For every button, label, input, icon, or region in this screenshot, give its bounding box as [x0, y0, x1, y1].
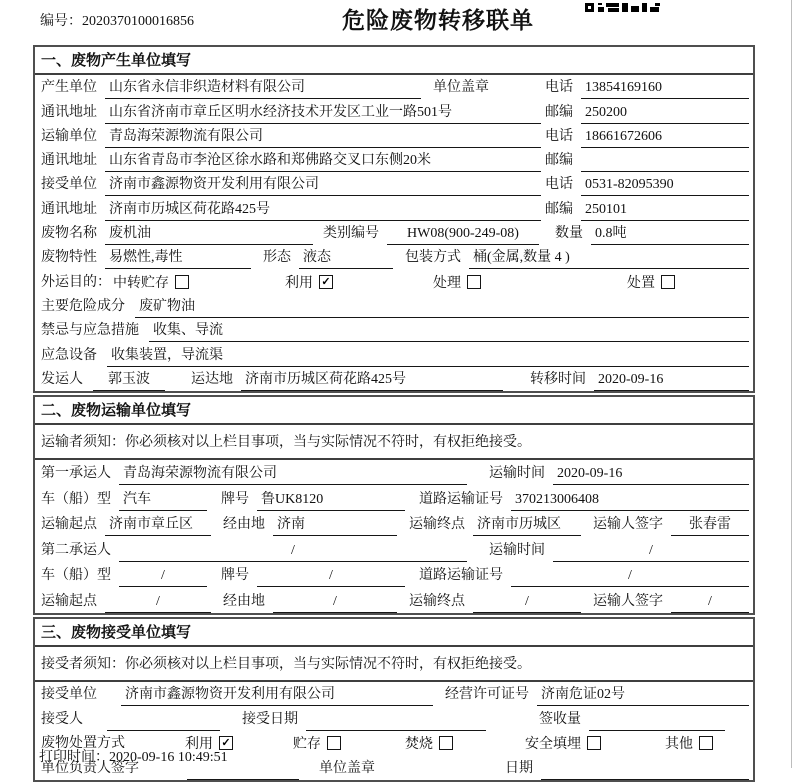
option-dispose — [627, 272, 675, 294]
utilize-label: 利用 — [285, 275, 313, 291]
responsible-sign-label: 单位负责人签字 — [41, 760, 139, 776]
transporter-phone-label: 电话 — [545, 128, 573, 144]
producer-phone-value: 13854169160 — [581, 80, 749, 99]
section-producer-title: 一、废物产生单位填写 — [35, 47, 753, 75]
row-receiver-address — [35, 196, 753, 220]
transporter-label: 运输单位 — [41, 128, 97, 144]
plate-value-1: 鲁UK8120 — [257, 488, 405, 511]
plate-label-1: 牌号 — [221, 491, 249, 507]
plate-value-2: / — [257, 568, 405, 587]
vehicle-type-label-2: 车（船）型 — [41, 568, 111, 584]
section-producer — [33, 45, 755, 393]
vehicle-type-value-1: 汽车 — [119, 488, 207, 511]
carrier-sign-value-1: 张春雷 — [671, 513, 749, 536]
receiver-address-value: 济南市历城区荷花路425号 — [105, 198, 541, 221]
signed-qty-label: 签收量 — [539, 711, 581, 727]
sign-date-label: 日期 — [505, 760, 533, 776]
waste-name-value: 废机油 — [105, 222, 313, 245]
route-via-value-1: 济南 — [273, 513, 397, 536]
row-receiver — [35, 172, 753, 196]
accept-date-value — [306, 728, 486, 731]
taboo-measures-value: 收集、导流 — [149, 319, 749, 342]
second-carrier-label: 第二承运人 — [41, 542, 111, 558]
seal-label: 单位盖章 — [433, 80, 489, 96]
waste-qty-value: 0.8吨 — [591, 222, 749, 245]
road-cert-label-2: 道路运输证号 — [419, 568, 503, 584]
vehicle-type-label-1: 车（船）型 — [41, 491, 111, 507]
row-dispatcher — [35, 367, 753, 391]
serial-label: 编号： — [40, 14, 82, 29]
emergency-equipment-value: 收集装置，导流渠 — [107, 344, 749, 367]
transfer-time-label: 转移时间 — [530, 371, 586, 387]
transporter-zip-label: 邮编 — [545, 153, 573, 169]
section-receiver-title: 三、废物接受单位填写 — [35, 619, 753, 647]
license-label: 经营许可证号 — [445, 687, 529, 703]
print-time-value: 2020-09-16 10:49:51 — [109, 750, 228, 765]
waste-character-label: 废物特性 — [41, 250, 97, 266]
dispose-label: 处置 — [627, 275, 655, 291]
route-end-value-1: 济南市历城区 — [473, 513, 581, 536]
receiver-phone-value: 0531-82095390 — [581, 177, 749, 196]
second-carrier-time-label: 运输时间 — [489, 542, 545, 558]
disposal-method-label: 废物处置方式 — [41, 736, 125, 752]
route-end-label-1: 运输终点 — [409, 517, 465, 533]
transporter-phone-value: 18661672606 — [581, 129, 749, 148]
page-edge-line — [791, 0, 792, 768]
row-second-carrier — [35, 536, 753, 562]
disposal-utilize-label: 利用 — [185, 737, 213, 753]
transporter-notice: 运输者须知：你必须核对以上栏目事项，当与实际情况不符时，有权拒绝接受。 — [35, 425, 753, 460]
second-carrier-value: / — [119, 543, 467, 562]
receiver-notice: 接受者须知：你必须核对以上栏目事项，当与实际情况不符时，有权拒绝接受。 — [35, 647, 753, 682]
waste-code-label: 类别编号 — [323, 226, 379, 242]
producer-zip-value: 250200 — [581, 105, 749, 124]
receiver-value: 济南市鑫源物资开发利用有限公司 — [105, 173, 541, 196]
packing-label: 包装方式 — [405, 250, 461, 266]
waste-code-value: HW08(900-249-08) — [387, 226, 539, 245]
transporter-zip-value — [581, 169, 749, 172]
receiver-phone-label: 电话 — [545, 177, 573, 193]
checkbox-disposal-utilize[interactable]: ✓ — [219, 736, 233, 750]
road-cert-label-1: 道路运输证号 — [419, 491, 503, 507]
accept-unit-label: 接受单位 — [41, 687, 97, 703]
first-carrier-value: 青岛海荣源物流有限公司 — [119, 462, 467, 485]
destination-value: 济南市历城区荷花路425号 — [241, 368, 503, 391]
option-utilize — [285, 272, 333, 294]
accept-unit-value: 济南市鑫源物资开发利用有限公司 — [121, 683, 433, 706]
route-start-label-2: 运输起点 — [41, 593, 97, 609]
row-transporter-address — [35, 148, 753, 172]
checkbox-transfer-storage[interactable] — [175, 275, 189, 289]
responsible-sign-value — [187, 777, 299, 780]
checkbox-treat[interactable] — [467, 275, 481, 289]
option-disposal-incinerate — [405, 733, 453, 755]
producer-label: 产生单位 — [41, 80, 97, 96]
receiver-zip-label: 邮编 — [545, 201, 573, 217]
plate-label-2: 牌号 — [221, 568, 249, 584]
producer-phone-label: 电话 — [545, 80, 573, 96]
taboo-measures-label: 禁忌与应急措施 — [41, 323, 139, 339]
disposal-other-label: 其他 — [665, 737, 693, 753]
disposal-incinerate-label: 焚烧 — [405, 737, 433, 753]
transporter-address-label: 通讯地址 — [41, 153, 97, 169]
row-route-2 — [35, 587, 753, 613]
transporter-value: 青岛海荣源物流有限公司 — [105, 125, 541, 148]
disposal-landfill-label: 安全填埋 — [525, 737, 581, 753]
route-via-value-2: / — [273, 594, 397, 613]
road-cert-value-2: / — [511, 568, 749, 587]
print-time-label: 打印时间： — [39, 750, 109, 765]
row-vehicle-1 — [35, 485, 753, 511]
section-transporter-title: 二、废物运输单位填写 — [35, 397, 753, 425]
first-carrier-time-label: 运输时间 — [489, 466, 545, 482]
waste-form-label: 形态 — [263, 250, 291, 266]
route-end-label-2: 运输终点 — [409, 593, 465, 609]
serial-value: 2020370100016856 — [82, 14, 194, 29]
first-carrier-label: 第一承运人 — [41, 466, 111, 482]
route-start-value-2: / — [105, 594, 211, 613]
accept-date-label: 接受日期 — [242, 711, 298, 727]
page-title: 危险废物转移联单 — [342, 8, 534, 33]
option-disposal-landfill — [525, 733, 601, 755]
row-emergency-equipment — [35, 342, 753, 366]
checkbox-disposal-incinerate[interactable] — [439, 736, 453, 750]
receiver-label: 接受单位 — [41, 177, 97, 193]
route-via-label-1: 经由地 — [223, 517, 265, 533]
checkbox-disposal-other[interactable] — [699, 736, 713, 750]
producer-address-value: 山东省济南市章丘区明水经济技术开发区工业一路501号 — [105, 101, 541, 124]
row-waste-name — [35, 221, 753, 245]
transfer-storage-label: 中转贮存 — [113, 275, 169, 291]
sign-date-value — [541, 777, 749, 780]
acceptor-label: 接受人 — [41, 711, 83, 727]
row-vehicle-2 — [35, 562, 753, 588]
treat-label: 处理 — [433, 275, 461, 291]
receiver-address-label: 通讯地址 — [41, 201, 97, 217]
carrier-sign-label-1: 运输人签字 — [593, 517, 663, 533]
transfer-purpose-label: 外运目的： — [41, 274, 111, 290]
qr-code-fragment — [585, 0, 663, 10]
waste-character-value: 易燃性,毒性 — [105, 246, 251, 269]
route-start-value-1: 济南市章丘区 — [105, 513, 211, 536]
row-transporter — [35, 124, 753, 148]
row-acceptor — [35, 706, 753, 731]
dispatcher-label: 发运人 — [41, 371, 83, 387]
row-transfer-purpose — [35, 269, 753, 293]
row-producer — [35, 75, 753, 99]
disposal-storage-label: 贮存 — [293, 737, 321, 753]
row-waste-character — [35, 245, 753, 269]
packing-value: 桶(金属,数量 4 ) — [469, 246, 749, 269]
hazard-component-value: 废矿物油 — [135, 295, 749, 318]
emergency-equipment-label: 应急设备 — [41, 347, 97, 363]
row-hazard-component — [35, 294, 753, 318]
checkbox-utilize[interactable]: ✓ — [319, 275, 333, 289]
unit-seal-label: 单位盖章 — [319, 760, 375, 776]
signed-qty-value — [589, 728, 725, 731]
dispatcher-value: 郭玉波 — [93, 368, 165, 391]
row-producer-address — [35, 99, 753, 123]
row-route-1 — [35, 511, 753, 537]
row-first-carrier — [35, 460, 753, 486]
row-accept-unit — [35, 682, 753, 707]
route-end-value-2: / — [473, 594, 581, 613]
transporter-address-value: 山东省青岛市李沧区徐水路和郑佛路交叉口东侧20米 — [105, 149, 541, 172]
route-start-label-1: 运输起点 — [41, 517, 97, 533]
row-taboo-measures — [35, 318, 753, 342]
road-cert-value-1: 370213006408 — [511, 492, 749, 511]
hazard-component-label: 主要危险成分 — [41, 298, 125, 314]
license-value: 济南危证02号 — [537, 683, 749, 706]
producer-zip-label: 邮编 — [545, 104, 573, 120]
waste-form-value: 液态 — [299, 246, 393, 269]
print-time — [39, 746, 228, 766]
second-carrier-time-value: / — [553, 543, 749, 562]
section-transporter — [33, 395, 755, 615]
waste-name-label: 废物名称 — [41, 226, 97, 242]
destination-label: 运达地 — [191, 371, 233, 387]
checkbox-disposal-storage[interactable] — [327, 736, 341, 750]
carrier-sign-value-2: / — [671, 594, 749, 613]
option-disposal-storage — [293, 733, 341, 755]
checkbox-dispose[interactable] — [661, 275, 675, 289]
first-carrier-time-value: 2020-09-16 — [553, 466, 749, 485]
option-disposal-other — [665, 733, 713, 755]
transfer-time-value: 2020-09-16 — [594, 372, 749, 391]
route-via-label-2: 经由地 — [223, 593, 265, 609]
waste-qty-label: 数量 — [555, 226, 583, 242]
receiver-zip-value: 250101 — [581, 202, 749, 221]
acceptor-value — [107, 728, 220, 731]
manifest-form — [33, 45, 755, 782]
carrier-sign-label-2: 运输人签字 — [593, 593, 663, 609]
checkbox-disposal-landfill[interactable] — [587, 736, 601, 750]
producer-address-label: 通讯地址 — [41, 104, 97, 120]
option-treat — [433, 272, 481, 294]
option-transfer-storage — [113, 272, 189, 294]
vehicle-type-value-2: / — [119, 568, 207, 587]
producer-value: 山东省永信非织造材料有限公司 — [105, 76, 421, 99]
